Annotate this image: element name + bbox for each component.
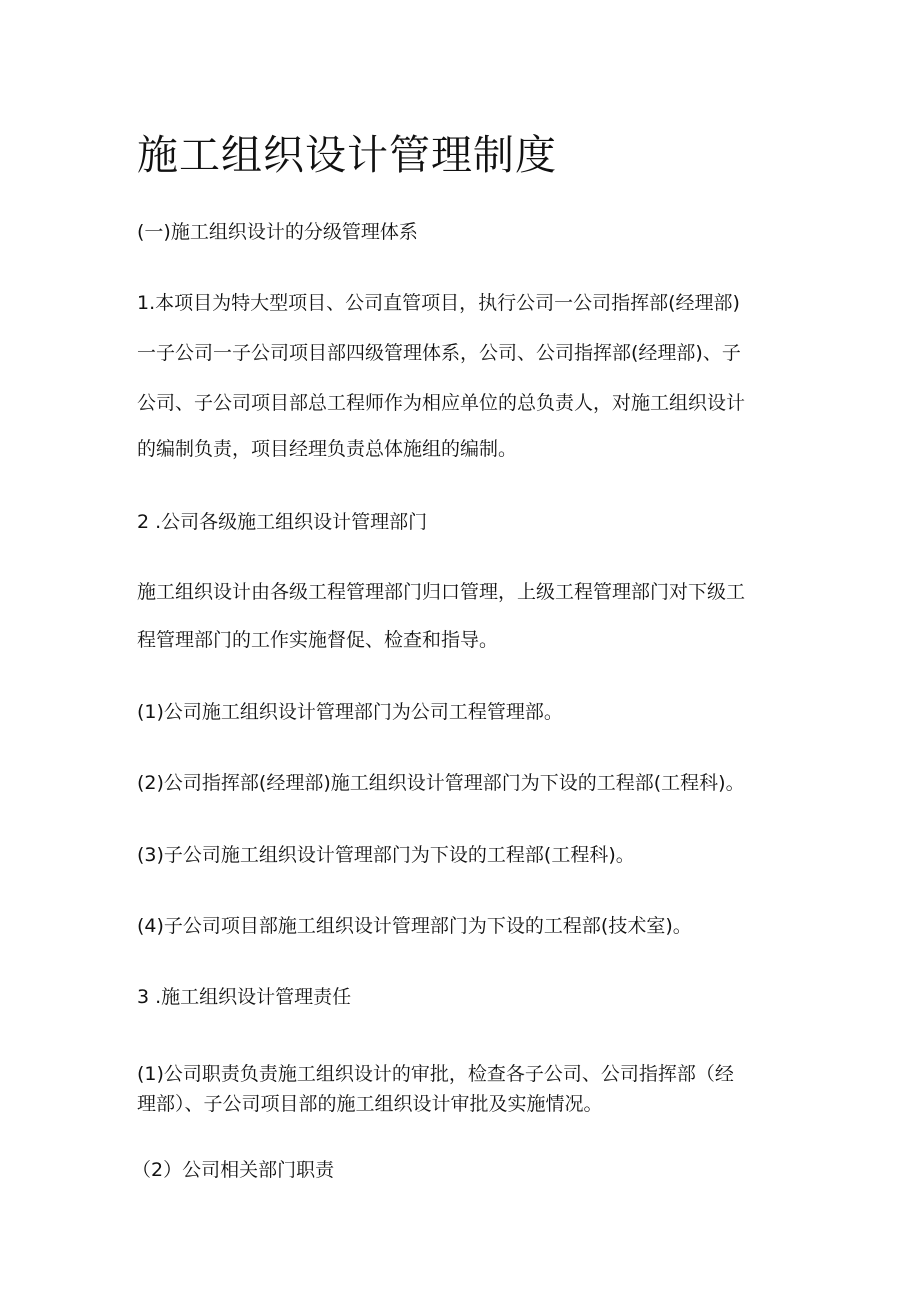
item3-heading: 3 .施工组织设计管理责任: [137, 986, 352, 1008]
section-heading-1: (一)施工组织设计的分级管理体系: [137, 221, 418, 243]
item2-subitem-1: (1)公司施工组织设计管理部门为公司工程管理部。: [137, 701, 563, 723]
item2-subitem-3: (3)子公司施工组织设计管理部门为下设的工程部(工程科)。: [137, 844, 635, 866]
item3-subitem-1-line-1: (1)公司职责负责施工组织设计的审批，检查各子公司、公司指挥部（经: [137, 1063, 734, 1085]
item1-line-2: 一子公司一子公司项目部四级管理体系，公司、公司指挥部(经理部)、子: [137, 342, 741, 364]
item1-line-4: 的编制负责，项目经理负责总体施组的编制。: [137, 438, 518, 460]
item1-line-3: 公司、子公司项目部总工程师作为相应单位的总负责人，对施工组织设计: [137, 392, 746, 414]
item2-subitem-2: (2)公司指挥部(经理部)施工组织设计管理部门为下设的工程部(工程科)。: [137, 772, 745, 794]
item1-line-1: 1.本项目为特大型项目、公司直管项目，执行公司一公司指挥部(经理部): [137, 292, 740, 314]
item2-subitem-4: (4)子公司项目部施工组织设计管理部门为下设的工程部(技术室)。: [137, 915, 692, 937]
item3-subitem-1-line-2: 理部）、子公司项目部的施工组织设计审批及实施情况。: [137, 1093, 603, 1115]
document-title: 施工组织设计管理制度: [137, 131, 557, 179]
item2-heading: 2 .公司各级施工组织设计管理部门: [137, 511, 428, 533]
item2-paragraph-line-2: 程管理部门的工作实施督促、检查和指导。: [137, 629, 499, 651]
item3-subitem-2: （2）公司相关部门职责: [132, 1159, 335, 1181]
item2-paragraph-line-1: 施工组织设计由各级工程管理部门归口管理，上级工程管理部门对下级工: [137, 581, 746, 603]
